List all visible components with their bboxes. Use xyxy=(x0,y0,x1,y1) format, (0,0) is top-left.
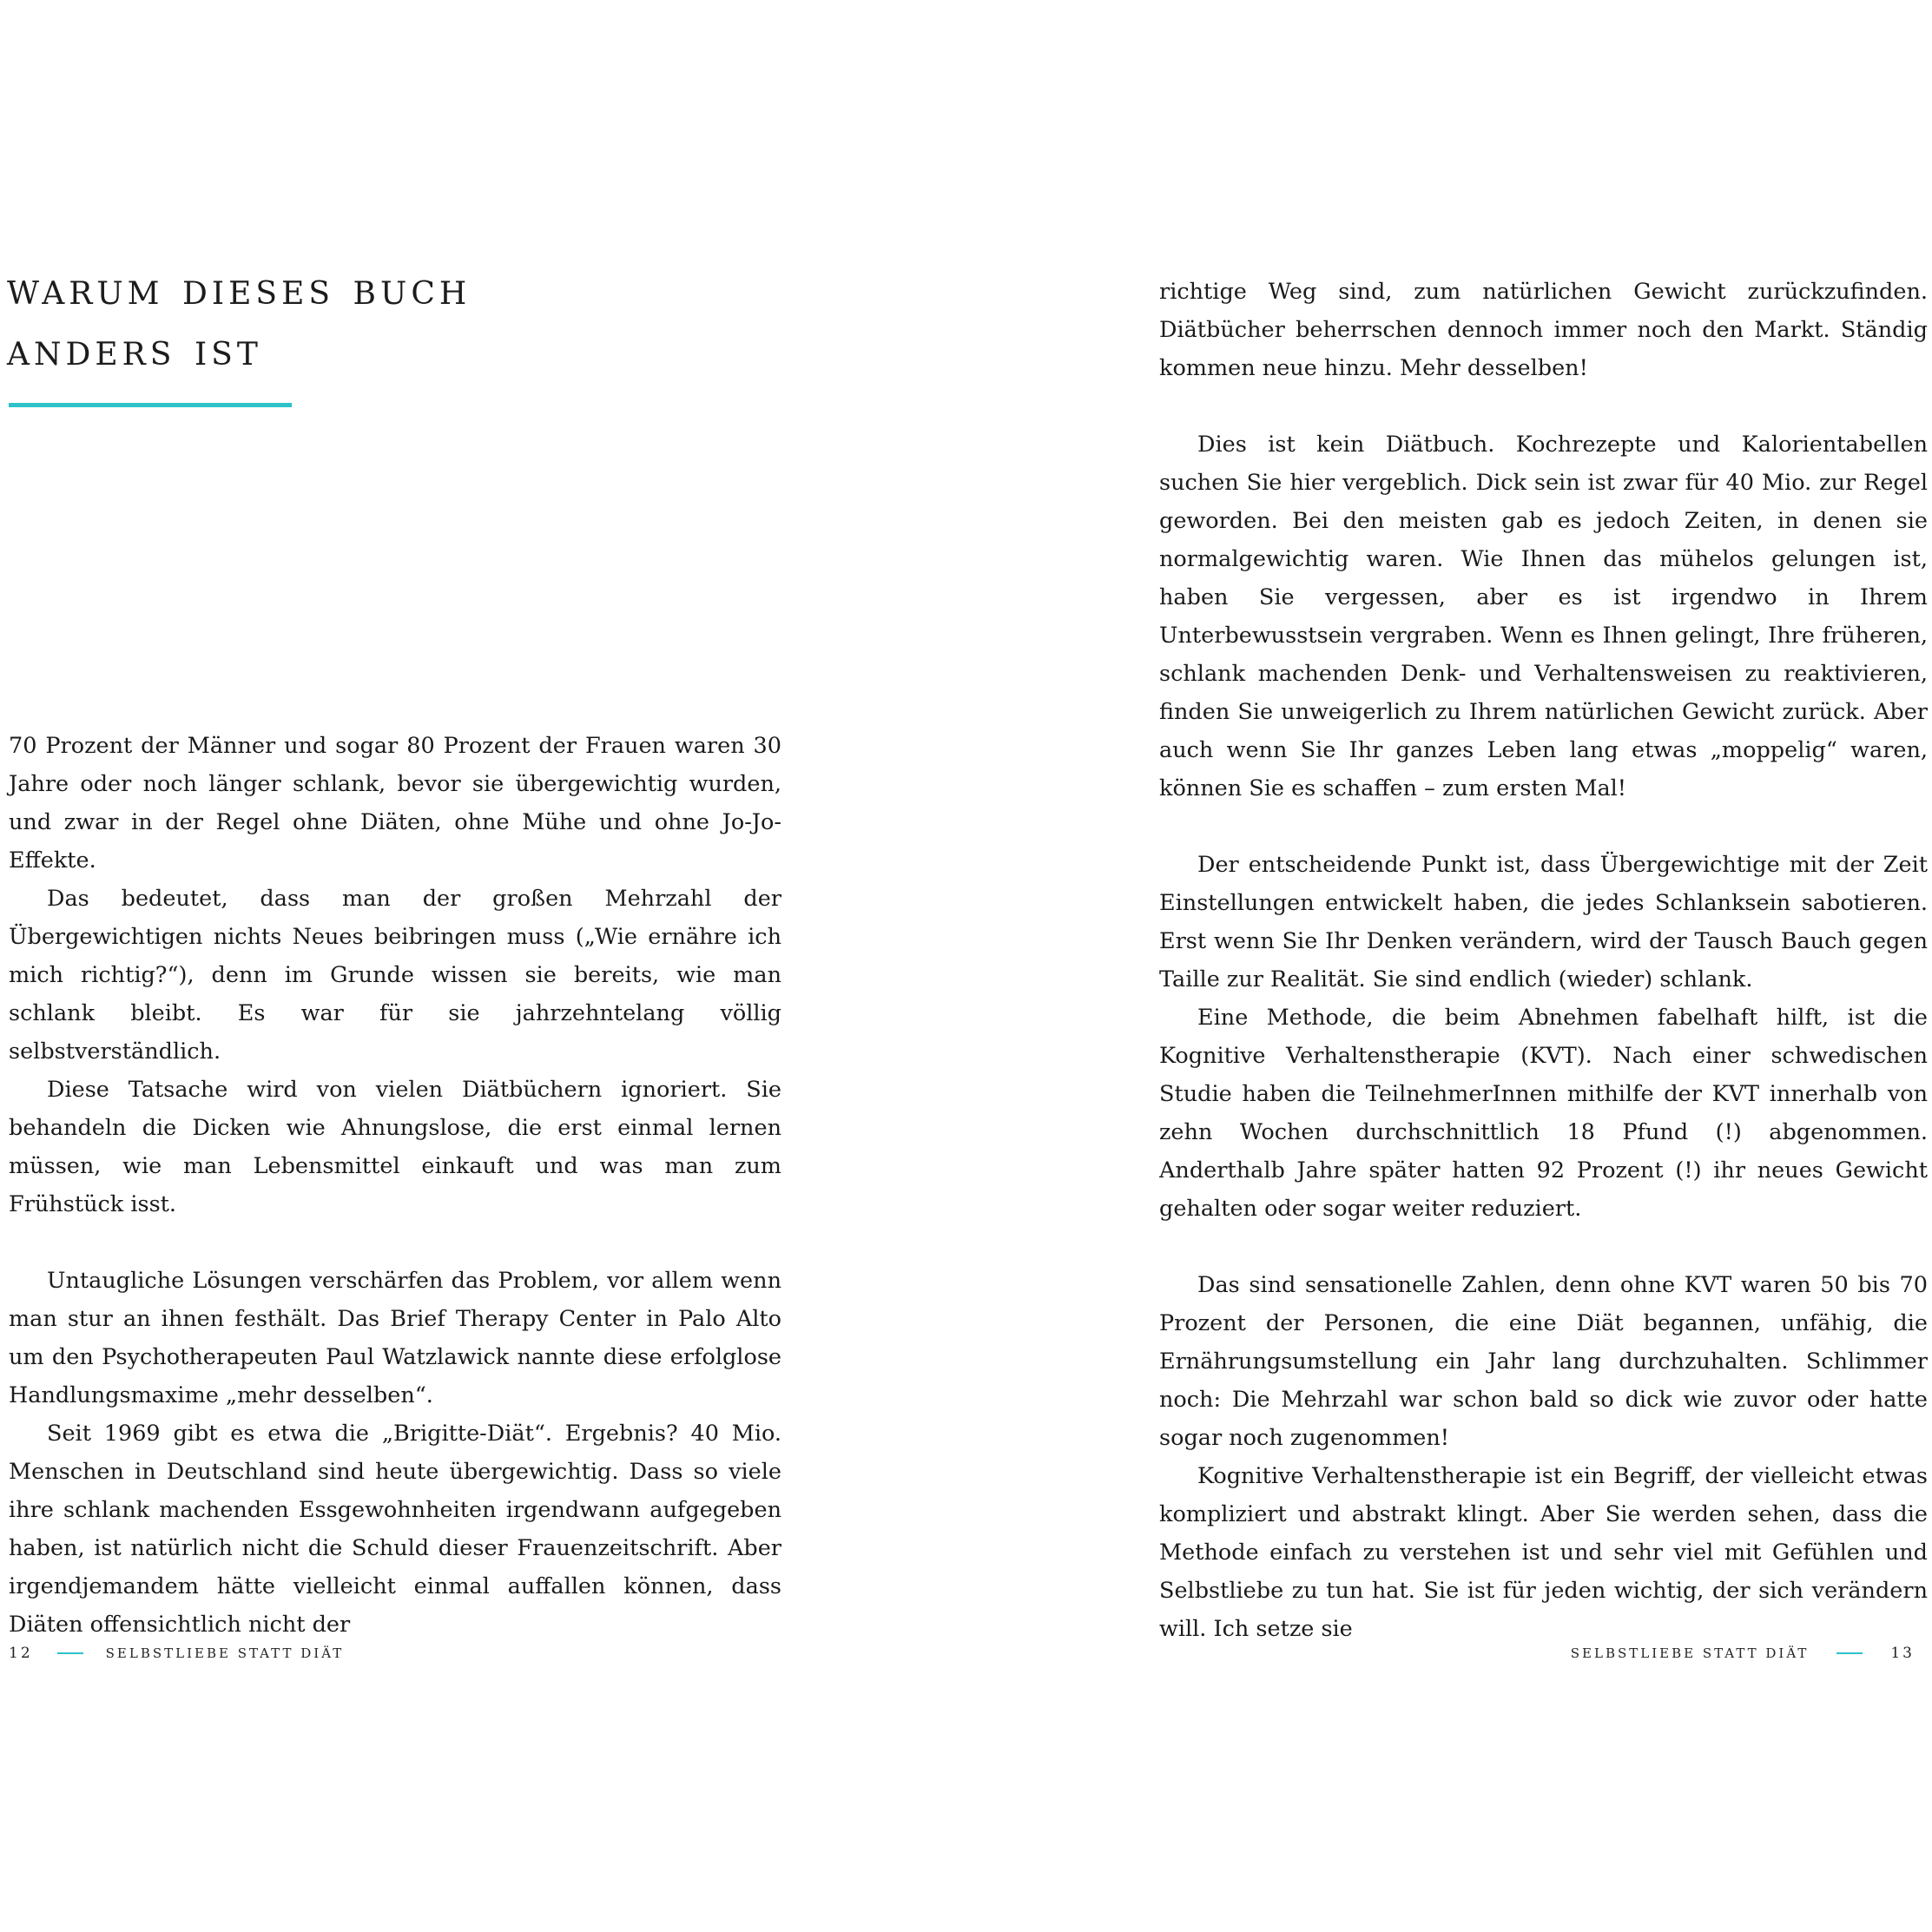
paragraph: Eine Methode, die beim Abnehmen fabelhaft hilft, ist die Kognitive Verhaltenstherapie (KVT). Nach einer schwedischen Studie haben die TeilnehmerInnen mithilfe der KVT innerhalb von zehn Wochen durchschnittlich 18 Pfund (!) abgenommen. Anderthalb Jahre später hatten 92 Prozent (!) ihr neues Gewicht gehalten oder sogar weiter reduziert. xyxy=(1159,1005,1928,1222)
paragraph: 70 Prozent der Männer und sogar 80 Prozent der Frauen waren 30 Jahre oder noch länger schlank, bevor sie übergewichtig wurden, und zwar in der Regel ohne Diäten, ohne Mühe und ohne Jo-Jo-Effekte. xyxy=(9,733,781,874)
running-title: SELBSTLIEBE STATT DIÄT xyxy=(1570,1645,1810,1661)
footer-divider xyxy=(57,1652,83,1654)
paragraph: Dies ist kein Diätbuch. Kochrezepte und Kalorientabellen suchen Sie hier vergeblich. Dick sein ist zwar für 40 Mio. zur Regel geworden. Bei den meisten gab es jedoch Zeiten, in denen sie normalgewichtig waren. Wie Ihnen das mühelos gelungen ist, haben Sie vergessen, aber es ist irgendwo in Ihrem Unterbewusstsein vergraben. Wenn es Ihnen gelingt, Ihre früheren, schlank machenden Denk- und Verhaltensweisen zu reaktivieren, finden Sie unweigerlich zu Ihrem natürlichen Gewicht zurück. Aber auch wenn Sie Ihr ganzes Leben lang etwas „moppelig“ waren, können Sie es schaffen – zum ersten Mal! xyxy=(1159,432,1928,801)
paragraph: Kognitive Verhaltenstherapie ist ein Begriff, der vielleicht etwas kompliziert und abstrakt klingt. Aber Sie werden sehen, dass die Methode einfach zu verstehen ist und sehr viel mit Gefühlen und Selbstliebe zu tun hat. Sie ist für jeden wichtig, der sich verändern will. Ich setze sie xyxy=(1159,1463,1928,1642)
paragraph: richtige Weg sind, zum natürlichen Gewicht zurückzufinden. Diätbücher beherrschen dennoch immer noch den Markt. Ständig kommen neue hinzu. Mehr desselben! xyxy=(1159,279,1928,381)
title-underline xyxy=(9,403,292,407)
left-footer xyxy=(9,1645,344,1662)
running-title: SELBSTLIEBE STATT DIÄT xyxy=(105,1645,345,1661)
paragraph: Der entscheidende Punkt ist, dass Übergewichtige mit der Zeit Einstellungen entwickelt haben, die jedes Schlanksein sabotieren. Erst wenn Sie Ihr Denken verändern, wird der Tausch Bauch gegen Taille zur Realität. Sie sind endlich (wieder) schlank. xyxy=(1159,852,1928,992)
right-footer xyxy=(1571,1645,1915,1662)
chapter-title xyxy=(7,259,545,380)
paragraph: Diese Tatsache wird von vielen Diätbüchern ignoriert. Sie behandeln die Dicken wie Ahnungslose, die erst einmal lernen müssen, wie man Lebensmittel einkauft und was man zum Frühstück isst. xyxy=(9,1077,781,1217)
page-number: 12 xyxy=(9,1645,33,1662)
chapter-title-line-1: warum dieses buch xyxy=(7,263,471,315)
paragraph: Das sind sensationelle Zahlen, denn ohne KVT waren 50 bis 70 Prozent der Personen, die eine Diät begannen, unfähig, die Ernährungsumstellung ein Jahr lang durchzuhalten. Schlimmer noch: Die Mehrzahl war schon bald so dick wie zuvor oder hatte sogar noch zugenommen! xyxy=(1159,1272,1928,1451)
left-body-text xyxy=(9,727,781,1644)
footer-divider xyxy=(1836,1652,1863,1654)
page-number: 13 xyxy=(1890,1645,1915,1662)
right-body-text xyxy=(1159,273,1928,1648)
chapter-title-line-2: anders ist xyxy=(7,324,262,376)
paragraph: Seit 1969 gibt es etwa die „Brigitte-Diät“. Ergebnis? 40 Mio. Menschen in Deutschland sind heute übergewichtig. Dass so viele ihre schlank machenden Essgewohnheiten irgendwann aufgegeben haben, ist natürlich nicht die Schuld dieser Frauenzeitschrift. Aber irgendjemandem hätte vielleicht einmal auffallen können, dass Diäten offensichtlich nicht der xyxy=(9,1421,781,1638)
paragraph: Untaugliche Lösungen verschärfen das Problem, vor allem wenn man stur an ihnen festhält. Das Brief Therapy Center in Palo Alto um den Psychotherapeuten Paul Watzlawick nannte diese erfolglose Handlungsmaxime „mehr desselben“. xyxy=(9,1268,781,1408)
paragraph: Das bedeutet, dass man der großen Mehrzahl der Übergewichtigen nichts Neues beibringen muss („Wie ernähre ich mich richtig?“), denn im Grunde wissen sie bereits, wie man schlank bleibt. Es war für sie jahrzehntelang völlig selbstverständlich. xyxy=(9,886,781,1065)
